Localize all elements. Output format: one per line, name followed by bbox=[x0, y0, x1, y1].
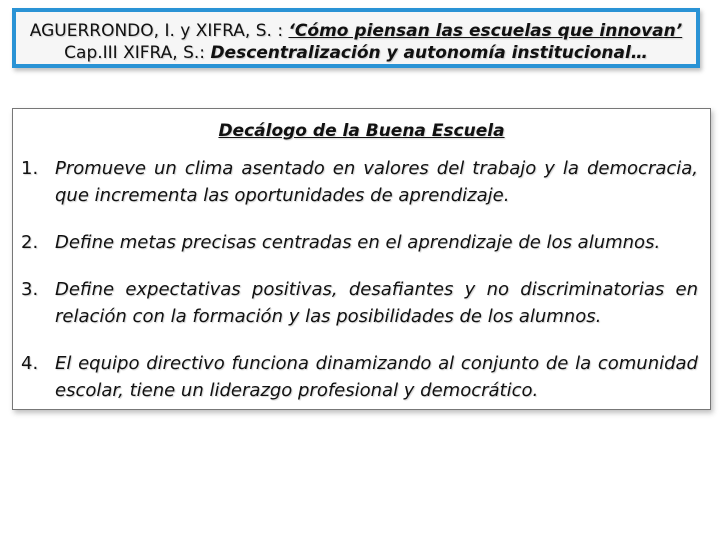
item-number: 1. bbox=[21, 158, 39, 179]
list-item bbox=[21, 276, 698, 330]
item-text: Promueve un clima asentado en valores del trabajo y la democracia, que incrementa las oportunidades de aprendizaje. bbox=[55, 158, 698, 206]
reference-chapter-title: Descentralización y autonomía institucional… bbox=[210, 43, 648, 63]
list-item bbox=[21, 229, 698, 256]
item-number: 3. bbox=[21, 279, 39, 300]
reference-line-1 bbox=[16, 20, 696, 42]
decalogue-list bbox=[13, 155, 710, 404]
reference-book-title: ‘Cómo piensan las escuelas que innovan’ bbox=[288, 21, 683, 41]
item-number: 2. bbox=[21, 232, 39, 253]
reference-chapter: Cap.III XIFRA, S.: bbox=[64, 43, 211, 63]
item-text: Define expectativas positivas, desafiantes y no discriminatorias en relación con la formación y las posibilidades de los alumnos. bbox=[55, 279, 698, 327]
item-text: El equipo directivo funciona dinamizando al conjunto de la comunidad escolar, tiene un liderazgo profesional y democrático. bbox=[55, 353, 698, 401]
decalogue-box bbox=[12, 108, 711, 410]
reference-header bbox=[12, 8, 700, 68]
decalogue-title: Decálogo de la Buena Escuela bbox=[218, 121, 505, 141]
reference-authors: AGUERRONDO, I. y XIFRA, S. : bbox=[29, 21, 289, 41]
item-number: 4. bbox=[21, 353, 39, 374]
list-item bbox=[21, 155, 698, 209]
reference-line-2 bbox=[16, 42, 696, 64]
item-text: Define metas precisas centradas en el aprendizaje de los alumnos. bbox=[55, 232, 661, 253]
list-item bbox=[21, 350, 698, 404]
